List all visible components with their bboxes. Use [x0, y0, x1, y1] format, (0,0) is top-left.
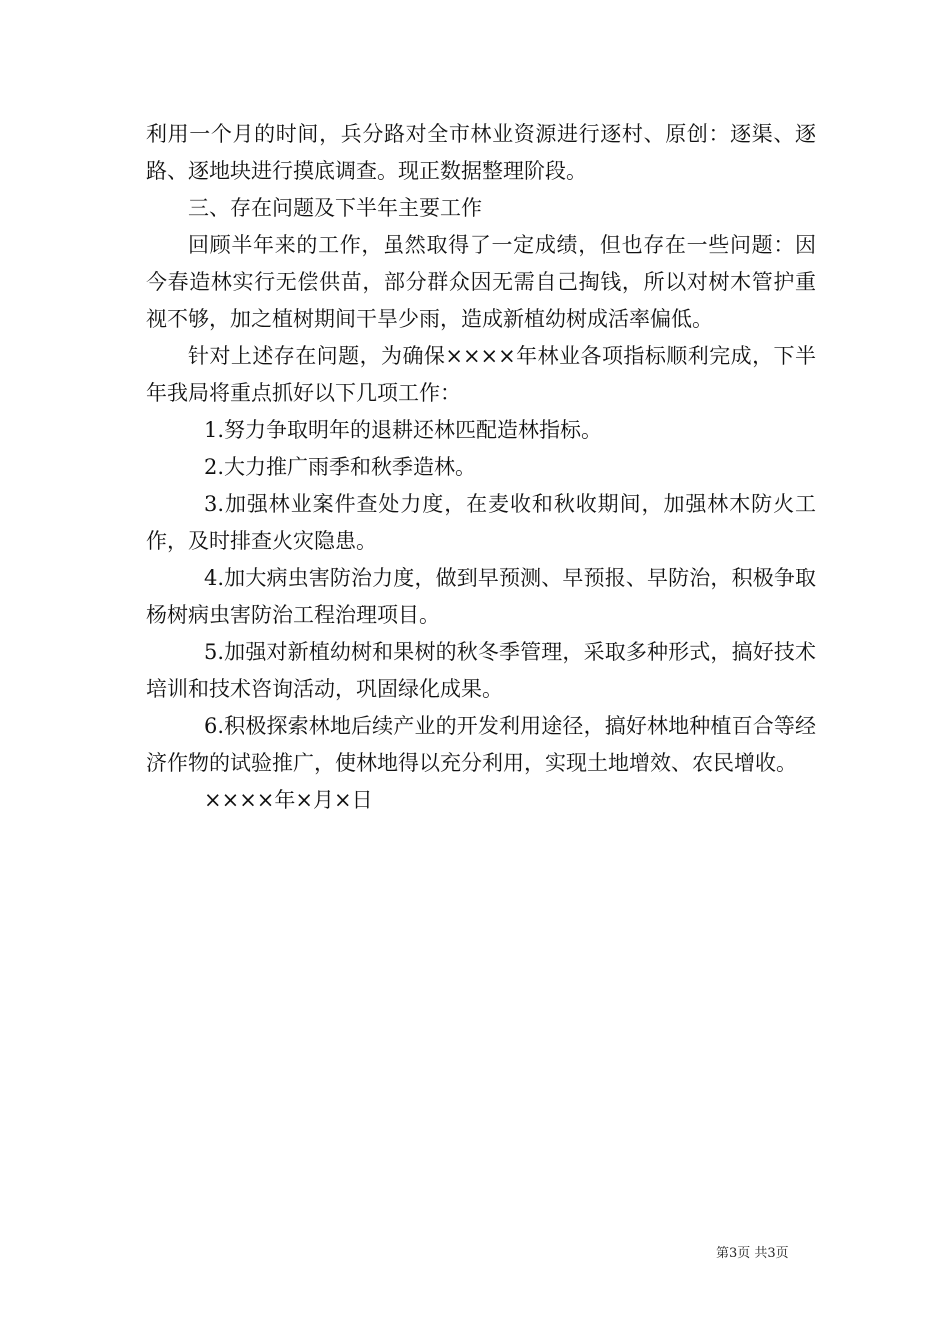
list-item: 6.积极探索林地后续产业的开发利用途径，搞好林地种植百合等经济作物的试验推广，使林地得以充分利用，实现土地增效、农民增收。: [146, 714, 816, 775]
document-body: [146, 116, 816, 819]
document-date: ××××年×月×日: [204, 788, 373, 812]
list-item: 5.加强对新植幼树和果树的秋冬季管理，采取多种形式，搞好技术培训和技术咨询活动，巩固绿化成果。: [146, 640, 816, 701]
paragraph-review: 回顾半年来的工作，虽然取得了一定成绩，但也存在一些问题：因今春造林实行无偿供苗，部分群众因无需自己掏钱，所以对树木管护重视不够，加之植树期间干旱少雨，造成新植幼树成活率偏低。: [146, 233, 816, 331]
list-item: 3.加强林业案件查处力度，在麦收和秋收期间，加强林木防火工作，及时排查火灾隐患。: [146, 492, 816, 553]
paragraph-survey: 利用一个月的时间，兵分路对全市林业资源进行逐村、原创：逐渠、逐路、逐地块进行摸底调查。现正数据整理阶段。: [146, 122, 816, 183]
section-heading: 三、存在问题及下半年主要工作: [188, 196, 482, 220]
page-number-footer: 第3页 共3页: [716, 1246, 789, 1261]
list-item: 1.努力争取明年的退耕还林匹配造林指标。: [204, 418, 603, 442]
list-item: 2.大力推广雨季和秋季造林。: [204, 455, 477, 479]
list-item: 4.加大病虫害防治力度，做到早预测、早预报、早防治，积极争取杨树病虫害防治工程治理项目。: [146, 566, 816, 627]
paragraph-plan-intro: 针对上述存在问题，为确保××××年林业各项指标顺利完成，下半年我局将重点抓好以下几项工作：: [146, 344, 816, 405]
